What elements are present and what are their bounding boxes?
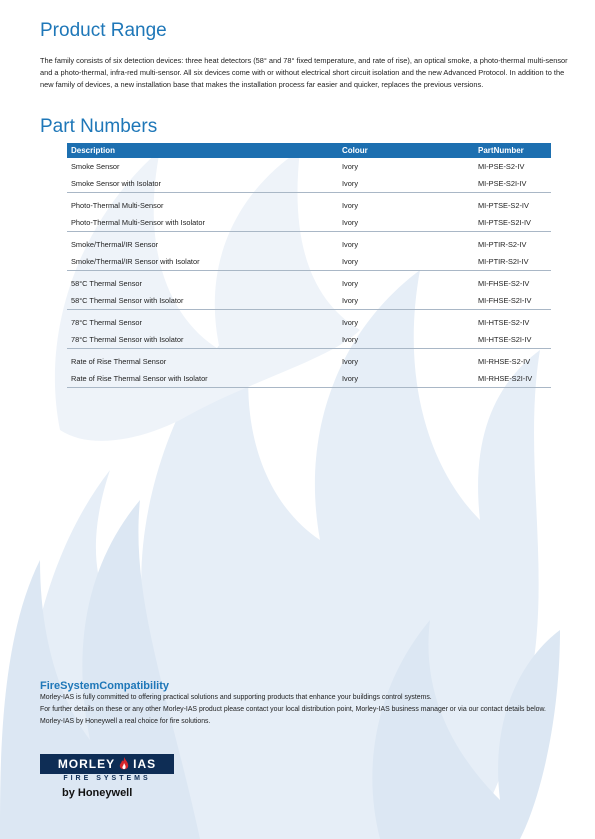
cell-colour: Ivory [338,331,474,349]
cell-description: Smoke/Thermal/IR Sensor [71,240,159,249]
compatibility-text-2: For further details on these or any other Morley-IAS product please contact your local distribution point, Morley-IAS business manager or via our contact details below. [40,706,546,713]
cell-description: 58°C Thermal Sensor with Isolator [67,292,338,310]
cell-colour: Ivory [338,214,474,232]
header-part-number: PartNumber [474,143,551,158]
cell-description: 78°C Thermal Sensor with Isolator [67,331,338,349]
cell-colour: Ivory [342,357,359,366]
cell-part-number: MI-PTIR-S2I-IV [474,253,551,271]
cell-description: Smoke Sensor [71,162,120,171]
cell-colour: Ivory [342,201,359,210]
header-colour: Colour [338,143,474,158]
cell-colour: Ivory [342,279,359,288]
table-row [67,292,551,310]
cell-part-number: MI-HTSE-S2I-IV [474,331,551,349]
cell-part-number: MI-PTSE-S2I-IV [474,214,551,232]
table-row [67,370,551,388]
cell-description: 78°C Thermal Sensor [71,318,143,327]
header-description: Description [67,143,338,158]
compatibility-text-3: Morley-IAS by Honeywell a real choice for fire solutions. [40,718,211,725]
table-row [67,275,551,292]
logo-by-honeywell: by Honeywell [62,787,133,799]
cell-colour: Ivory [338,253,474,271]
table-row [67,314,551,331]
cell-colour: Ivory [338,370,474,388]
cell-colour: Ivory [342,318,359,327]
cell-part-number: MI-FHSE-S2-IV [478,279,530,288]
table-row [67,331,551,349]
table-row [67,158,551,175]
table-row [67,253,551,271]
cell-description: Rate of Rise Thermal Sensor [71,357,167,366]
logo-word-right: IAS [133,757,157,771]
cell-part-number: MI-PSE-S2I-IV [474,175,551,193]
compatibility-text-1: Morley-IAS is fully committed to offering practical solutions and supporting products that enhance your buildings control systems. [40,694,432,701]
cell-colour: Ivory [338,175,474,193]
cell-description: Smoke/Thermal/IR Sensor with Isolator [67,253,338,271]
morley-ias-logo [40,754,174,802]
logo-subtitle: FIRE SYSTEMS [63,775,151,782]
logo-bar [40,754,174,774]
cell-colour: Ivory [342,240,359,249]
cell-part-number: MI-HTSE-S2-IV [478,318,530,327]
product-range-description: The family consists of six detection devices: three heat detectors (58° and 78° fixed temperature, and rate of rise), an optical smoke, a photo-thermal multi-sensor and a photo-thermal, infra-red multi-sensor. All six devices come with or without electrical short circuit isolation and the new Advanced Protocol. In addition to the new family of devices, a new installation base that makes the installation process far easier and quicker, replaces the previous versions. [40,56,568,89]
compatibility-title: FireSystemCompatibility [40,680,169,692]
flame-icon [119,757,129,771]
cell-colour: Ivory [338,292,474,310]
table-row [67,214,551,232]
table-row [67,197,551,214]
cell-part-number: MI-PTIR-S2-IV [478,240,527,249]
cell-description: Photo-Thermal Multi-Sensor [71,201,164,210]
logo-word-left: MORLEY [57,757,116,771]
cell-colour: Ivory [342,162,359,171]
cell-part-number: MI-RHSE-S2I-IV [474,370,551,388]
cell-part-number: MI-FHSE-S2I-IV [474,292,551,310]
cell-description: Smoke Sensor with Isolator [67,175,338,193]
cell-part-number: MI-PSE-S2-IV [478,162,525,171]
cell-description: 58°C Thermal Sensor [71,279,143,288]
cell-part-number: MI-PTSE-S2-IV [478,201,529,210]
compatibility-section [40,680,560,729]
part-numbers-table [67,143,551,388]
table-row [67,175,551,193]
table-row [67,353,551,370]
product-range-title: Product Range [40,20,167,41]
cell-description: Photo-Thermal Multi-Sensor with Isolator [67,214,338,232]
table-row [67,236,551,253]
cell-part-number: MI-RHSE-S2-IV [478,357,531,366]
cell-description: Rate of Rise Thermal Sensor with Isolator [67,370,338,388]
table-header-row [67,143,551,158]
part-numbers-title: Part Numbers [40,116,158,137]
